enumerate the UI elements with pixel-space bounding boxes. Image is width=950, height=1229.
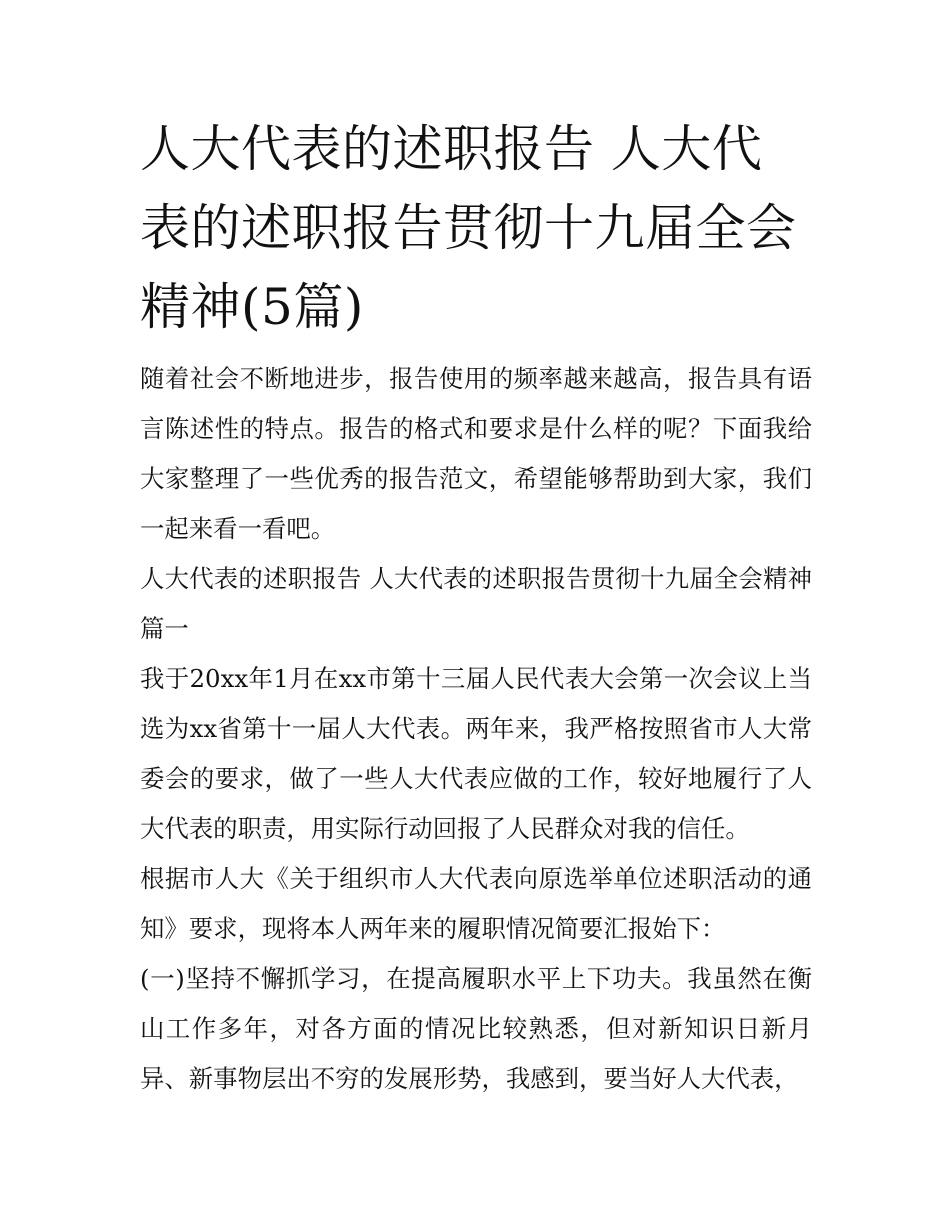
document-page — [140, 110, 812, 1104]
intro-paragraph: 随着社会不断地进步，报告使用的频率越来越高，报告具有语言陈述性的特点。报告的格式和要求是什么样的呢？下面我给大家整理了一些优秀的报告范文，希望能够帮助到大家，我们一起来看一看吧。 — [140, 364, 812, 543]
section-heading: 人大代表的述职报告 人大代表的述职报告贯彻十九届全会精神篇一 — [140, 564, 812, 643]
body-paragraph: 我于20xx年1月在xx市第十三届人民代表大会第一次会议上当选为xx省第十一届人大代表。两年来，我严格按照省市人大常委会的要求，做了一些人大代表应做的工作，较好地履行了人大代表的职责，用实际行动回报了人民群众对我的信任。 — [140, 664, 812, 843]
document-title: 人大代表的述职报告 人大代表的述职报告贯彻十九届全会精神(5篇) — [140, 120, 797, 336]
body-paragraph: (一)坚持不懈抓学习，在提高履职水平上下功夫。我虽然在衡山工作多年，对各方面的情况比较熟悉，但对新知识日新月异、新事物层出不穷的发展形势，我感到，要当好人大代表， — [140, 964, 812, 1093]
body-paragraph: 根据市人大《关于组织市人大代表向原选举单位述职活动的通知》要求，现将本人两年来的履职情况简要汇报始下： — [140, 864, 812, 943]
